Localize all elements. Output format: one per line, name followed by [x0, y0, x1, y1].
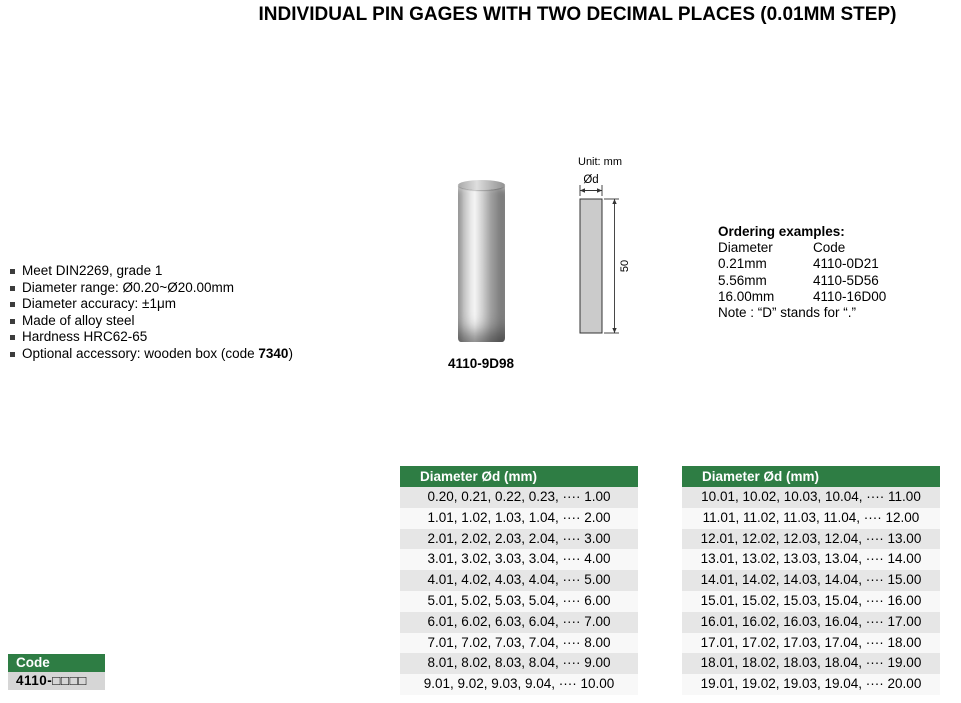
- table-row: 11.01, 11.02, 11.03, 11.04, ···· 12.00: [682, 508, 940, 529]
- table-row: 7.01, 7.02, 7.03, 7.04, ···· 8.00: [400, 633, 638, 654]
- ordering-row-diameter: 16.00mm: [718, 288, 775, 304]
- bullet-square-icon: [10, 286, 15, 291]
- ordering-row-code: 4110-0D21: [813, 256, 879, 272]
- code-box-header: Code: [8, 654, 105, 672]
- feature-text: Hardness HRC62-65: [22, 329, 148, 345]
- pin-top-cap: [458, 180, 505, 190]
- feature-list: [8, 263, 368, 363]
- dimension-drawing: [566, 152, 642, 347]
- arrow-down-icon: [612, 328, 616, 333]
- feature-text: Diameter range: Ø0.20~Ø20.00mm: [22, 279, 234, 295]
- feature-item: [8, 296, 368, 313]
- table-row: 12.01, 12.02, 12.03, 12.04, ···· 13.00: [682, 529, 940, 550]
- table-row: 14.01, 14.02, 14.03, 14.04, ···· 15.00: [682, 570, 940, 591]
- feature-text-prefix: Optional accessory: wooden box (code: [22, 345, 259, 361]
- feature-item: [8, 313, 368, 330]
- feature-text: Meet DIN2269, grade 1: [22, 263, 163, 278]
- diameter-table-1: [400, 466, 638, 695]
- feature-text-bold-code: 7340: [258, 345, 289, 361]
- table-row: 15.01, 15.02, 15.03, 15.04, ···· 16.00: [682, 591, 940, 612]
- ordering-heading: Ordering examples:: [718, 224, 845, 239]
- code-box-value: 4110-□□□□: [8, 672, 105, 690]
- table-row: 17.01, 17.02, 17.03, 17.04, ···· 18.00: [682, 633, 940, 654]
- feature-text: [22, 346, 293, 363]
- pin-outline-rect: [580, 199, 602, 333]
- page-title: INDIVIDUAL PIN GAGES WITH TWO DECIMAL PLACES (0.01MM STEP): [258, 4, 897, 25]
- table-row: 2.01, 2.02, 2.03, 2.04, ···· 3.00: [400, 529, 638, 550]
- table-row: 10.01, 10.02, 10.03, 10.04, ···· 11.00: [682, 487, 940, 508]
- arrow-right-icon: [597, 188, 602, 192]
- ordering-row-code: 4110-16D00: [813, 288, 887, 304]
- diameter-table-2: [682, 466, 940, 695]
- table-row: 9.01, 9.02, 9.03, 9.04, ···· 10.00: [400, 674, 638, 695]
- arrow-up-icon: [612, 199, 616, 204]
- unit-label: Unit: mm: [578, 156, 622, 168]
- feature-text: Diameter accuracy: ±1μm: [22, 296, 176, 312]
- arrow-left-icon: [580, 188, 585, 192]
- code-box: [8, 654, 105, 690]
- pin-gage-photo: [428, 178, 534, 371]
- table-row: 19.01, 19.02, 19.03, 19.04, ···· 20.00: [682, 674, 940, 695]
- feature-item: [8, 346, 368, 363]
- ordering-col-header-code: Code: [813, 240, 846, 256]
- table-header: Diameter Ød (mm): [400, 466, 638, 487]
- ordering-table: [718, 240, 886, 305]
- table-row: 13.01, 13.02, 13.03, 13.04, ···· 14.00: [682, 549, 940, 570]
- bullet-square-icon: [10, 352, 15, 357]
- bullet-square-icon: [10, 319, 15, 324]
- table-row: 3.01, 3.02, 3.03, 3.04, ···· 4.00: [400, 549, 638, 570]
- table-row: 6.01, 6.02, 6.03, 6.04, ···· 7.00: [400, 612, 638, 633]
- length-dim-label: 50: [619, 259, 631, 273]
- feature-item: [8, 280, 368, 297]
- pin-cylinder-image: [458, 184, 505, 342]
- bullet-square-icon: [10, 269, 15, 274]
- ordering-note: Note : “D” stands for “.”: [718, 305, 857, 321]
- table-row: 1.01, 1.02, 1.03, 1.04, ···· 2.00: [400, 508, 638, 529]
- pin-model-label: 4110-9D98: [447, 356, 515, 371]
- table-row: 0.20, 0.21, 0.22, 0.23, ···· 1.00: [400, 487, 638, 508]
- feature-item: [8, 329, 368, 346]
- ordering-examples: [718, 224, 886, 321]
- table-row: 16.01, 16.02, 16.03, 16.04, ···· 17.00: [682, 612, 940, 633]
- ordering-row-code: 4110-5D56: [813, 272, 879, 288]
- table-row: 8.01, 8.02, 8.03, 8.04, ···· 9.00: [400, 653, 638, 674]
- table-row: 5.01, 5.02, 5.03, 5.04, ···· 6.00: [400, 591, 638, 612]
- ordering-row-diameter: 5.56mm: [718, 272, 767, 288]
- feature-item: [8, 263, 368, 280]
- feature-text-suffix: ): [288, 345, 293, 361]
- bullet-square-icon: [10, 335, 15, 340]
- diameter-dim-label: Ød: [583, 174, 599, 186]
- table-row: 18.01, 18.02, 18.03, 18.04, ···· 19.00: [682, 653, 940, 674]
- table-header: Diameter Ød (mm): [682, 466, 940, 487]
- ordering-col-header-diameter: Diameter: [718, 240, 773, 256]
- feature-text: Made of alloy steel: [22, 312, 135, 328]
- ordering-row-diameter: 0.21mm: [718, 256, 767, 272]
- dimension-drawing-svg: [566, 152, 642, 342]
- bullet-square-icon: [10, 302, 15, 307]
- table-row: 4.01, 4.02, 4.03, 4.04, ···· 5.00: [400, 570, 638, 591]
